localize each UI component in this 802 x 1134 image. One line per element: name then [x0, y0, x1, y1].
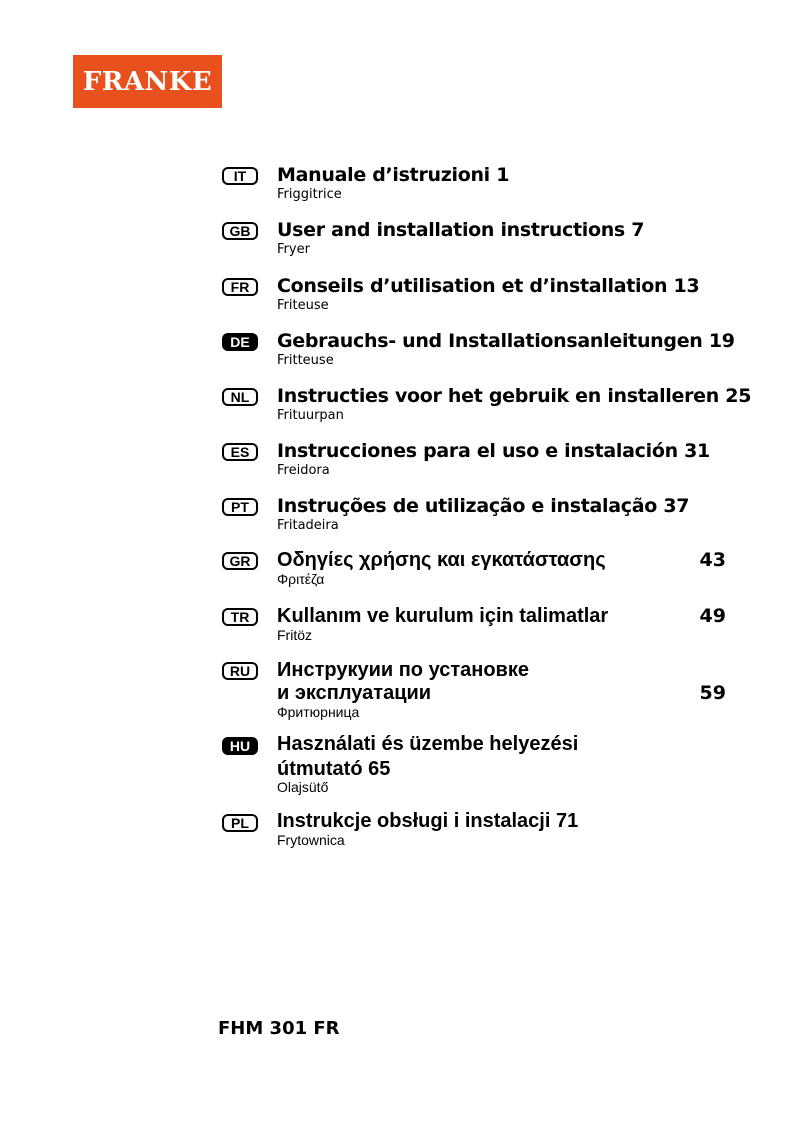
flag-badge-nl: NL [222, 388, 258, 406]
flag-badge-pl: PL [222, 814, 258, 832]
toc-subtitle: Fryer [277, 242, 310, 257]
franke-logo: FRANKE [73, 55, 222, 108]
toc-title: Instrucciones para el uso e instalación 31 [277, 440, 710, 462]
toc-subtitle: Fritteuse [277, 353, 334, 368]
toc-subtitle: Fritöz [277, 627, 312, 643]
toc-subtitle: Fritadeira [277, 518, 339, 533]
toc-subtitle: Фритюрница [277, 704, 360, 720]
toc-title: Instrukcje obsługi i instalacji 71 [277, 810, 579, 832]
flag-badge-tr: TR [222, 608, 258, 626]
toc-title: Conseils d’utilisation et d’installation 13 [277, 275, 700, 297]
toc-title: Manuale d’istruzioni 1 [277, 164, 510, 186]
toc-subtitle: Friggitrice [277, 187, 342, 202]
toc-title-line1: Használati és üzembe helyezési [277, 733, 579, 755]
flag-badge-fr: FR [222, 278, 258, 296]
toc-title: User and installation instructions 7 [277, 219, 645, 241]
flag-badge-pt: PT [222, 498, 258, 516]
flag-badge-gr: GR [222, 552, 258, 570]
toc-subtitle: Frytownica [277, 832, 345, 848]
toc-title: Kullanım ve kurulum için talimatlar [277, 605, 609, 627]
toc-page-number: 43 [699, 549, 726, 571]
toc-subtitle: Φριτέζα [277, 571, 325, 587]
toc-page-number: 49 [699, 605, 726, 627]
flag-badge-hu: HU [222, 737, 258, 755]
toc-title: Instruções de utilização e instalação 37 [277, 495, 690, 517]
toc-title-line2: и эксплуатации [277, 682, 432, 704]
flag-badge-ru: RU [222, 662, 258, 680]
flag-badge-de: DE [222, 333, 258, 351]
toc-page-number: 59 [699, 682, 726, 704]
flag-badge-it: IT [222, 167, 258, 185]
toc-subtitle: Olajsütő [277, 779, 329, 795]
toc-title: Οδηγίες χρήσης και εγκατάστασης [277, 549, 606, 571]
toc-title-line1: Инструкуии по установке [277, 659, 529, 681]
toc-subtitle: Friteuse [277, 298, 329, 313]
toc-subtitle: Freidora [277, 463, 330, 478]
toc-title: Gebrauchs- und Installationsanleitungen 19 [277, 330, 735, 352]
flag-badge-es: ES [222, 443, 258, 461]
flag-badge-gb: GB [222, 222, 258, 240]
toc-subtitle: Frituurpan [277, 408, 344, 423]
toc-title-line2: útmutató 65 [277, 758, 391, 780]
model-number: FHM 301 FR [218, 1018, 340, 1039]
toc-title: Instructies voor het gebruik en installeren 25 [277, 385, 752, 407]
